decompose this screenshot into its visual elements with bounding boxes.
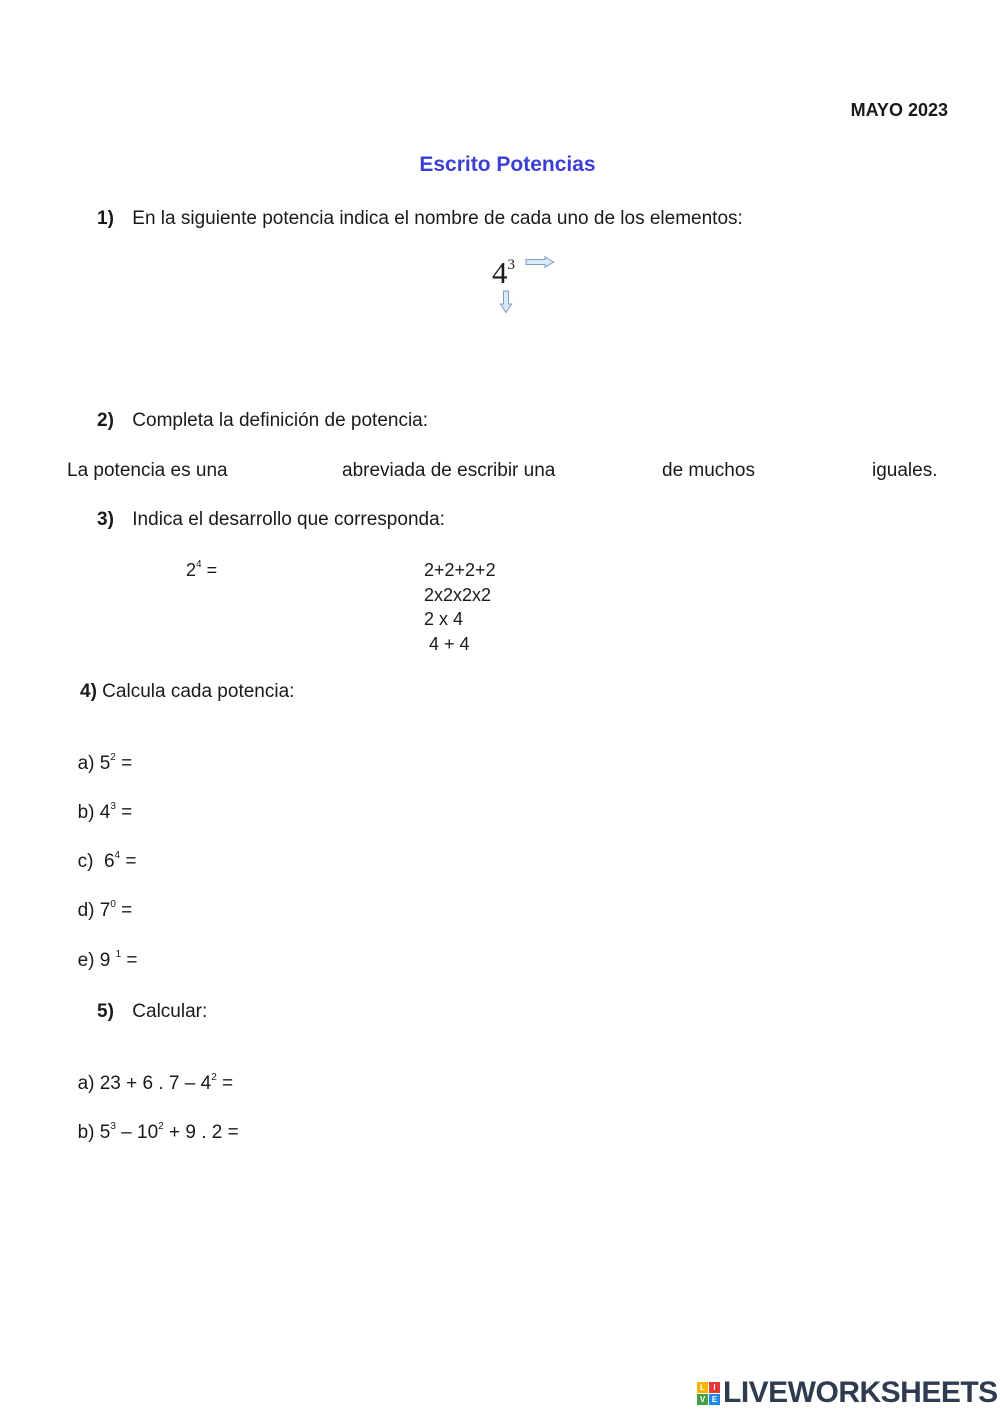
definition-text-1: La potencia es una [67, 460, 228, 481]
exercise-item: e) 9 $^1$ = [77, 949, 138, 971]
question-text: Calcula cada potencia: [96, 681, 295, 702]
definition-text-3: de muchos [662, 460, 755, 481]
option-item[interactable]: 2+2+2+2 [424, 560, 496, 580]
question-text: Calcular: [132, 1001, 208, 1022]
exercise-item: b) $5^3 - 10^2 + 9$ . 2 = [77, 1121, 239, 1143]
date-label: MAYO 2023 [850, 100, 948, 120]
exercise-item: c) $6^4$ = [77, 850, 137, 872]
option-item[interactable]: 2 x 4 [424, 609, 464, 629]
exercise-item: a) $5^2$ = [77, 752, 133, 774]
power-expression [492, 255, 515, 291]
question-number: 1) [97, 208, 114, 229]
question-number: 4) [80, 681, 97, 702]
liveworksheets-logo [697, 1376, 998, 1410]
logo-icon: L I V E [697, 1382, 720, 1405]
page-title: Escrito Potencias [419, 153, 596, 176]
question-5 [97, 1001, 207, 1023]
exercise-item: b) $4^3$ = [77, 801, 133, 823]
question-number: 5) [97, 1001, 114, 1022]
question-text: Completa la definición de potencia: [132, 410, 429, 431]
question-text: Indica el desarrollo que corresponda: [132, 509, 445, 530]
exercise-item: a) 23 + 6 . $7 - 4^2$ = [77, 1072, 234, 1094]
definition-text-4: iguales. [872, 460, 938, 481]
question-3 [97, 509, 445, 531]
question-text: En la siguiente potencia indica el nombre de cada uno de los elementos: [132, 208, 743, 229]
option-item[interactable]: 4 + 4 [424, 634, 470, 654]
logo-text: LIVEWORKSHEETS [723, 1376, 998, 1409]
power-exponent: 3 [507, 257, 515, 273]
question-number: 3) [97, 509, 114, 530]
arrow-down-icon [499, 290, 513, 314]
definition-text-2: abreviada de escribir una [342, 460, 556, 481]
question-1 [97, 208, 743, 230]
power-base: 4 [492, 255, 508, 290]
exercise-item: d) $7^0$ = [77, 899, 133, 921]
question-4 [80, 681, 294, 703]
option-item[interactable]: 2x2x2x2 [424, 585, 492, 605]
question-number: 2) [97, 410, 114, 431]
arrow-right-icon [525, 256, 555, 268]
question-2 [97, 410, 428, 432]
power-expression: $2^4$ = [186, 559, 218, 580]
